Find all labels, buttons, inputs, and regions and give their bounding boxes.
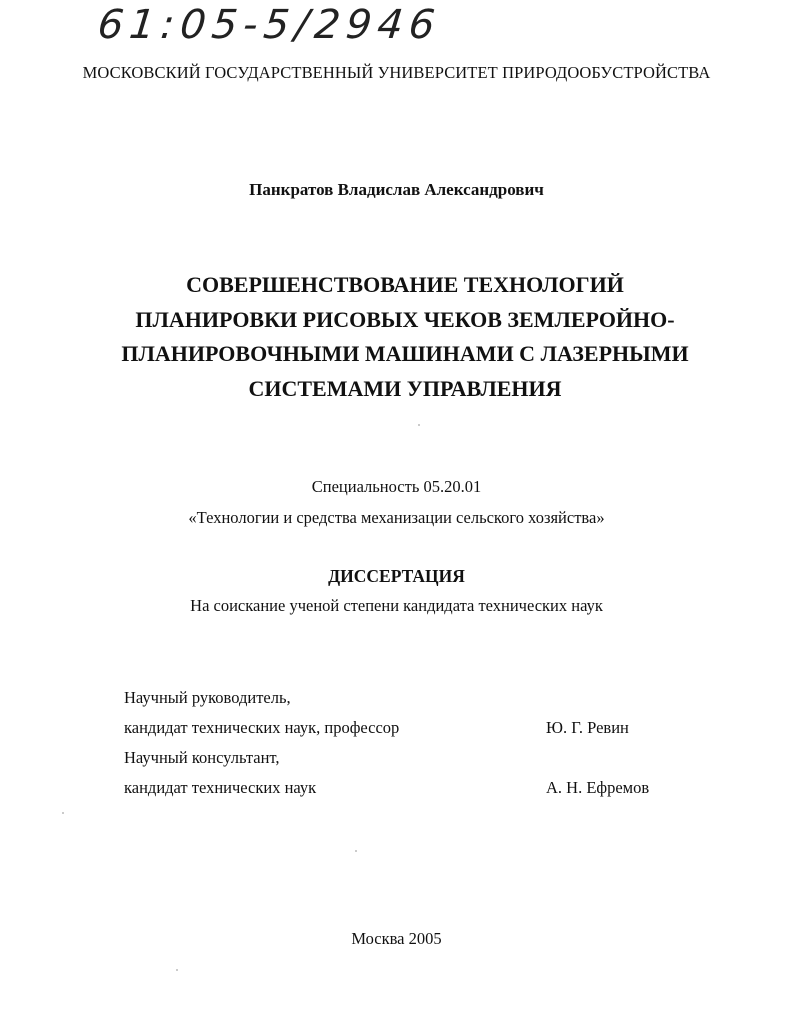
consultant-name: А. Н. Ефремов (546, 778, 650, 797)
scan-speck (418, 424, 420, 426)
document-type: ДИССЕРТАЦИЯ (328, 566, 465, 586)
specialty-name: «Технологии и средства механизации сельского хозяйства» (188, 508, 605, 527)
supervisor-name: Ю. Г. Ревин (546, 718, 629, 737)
author-name: Панкратов Владислав Александрович (249, 180, 544, 199)
supervisor-role: Научный руководитель, (124, 688, 291, 707)
supervisor-title: кандидат технических наук, профессор (124, 718, 400, 737)
title-line-1: СОВЕРШЕНСТВОВАНИЕ ТЕХНОЛОГИЙ (186, 272, 624, 297)
scan-speck (355, 850, 357, 852)
title-line-3: ПЛАНИРОВОЧНЫМИ МАШИНАМИ С ЛАЗЕРНЫМИ (121, 341, 689, 366)
title-line-4: СИСТЕМАМИ УПРАВЛЕНИЯ (248, 375, 562, 401)
consultant-title: кандидат технических наук (124, 778, 317, 797)
consultant-role: Научный консультант, (124, 748, 280, 767)
scan-speck (62, 812, 64, 814)
degree-statement: На соискание ученой степени кандидата технических наук (190, 596, 603, 615)
handwritten-archive-code: 61:05-5/2946 (95, 2, 443, 48)
specialty-code: Специальность 05.20.01 (311, 477, 482, 496)
title-line-2: ПЛАНИРОВКИ РИСОВЫХ ЧЕКОВ ЗЕМЛЕРОЙНО- (135, 306, 675, 332)
scan-speck (176, 969, 178, 971)
university-name: МОСКОВСКИЙ ГОСУДАРСТВЕННЫЙ УНИВЕРСИТЕТ ПРИРОДООБУСТРОЙСТВА (82, 63, 711, 82)
city-year: Москва 2005 (351, 929, 442, 948)
dissertation-title (60, 268, 750, 406)
